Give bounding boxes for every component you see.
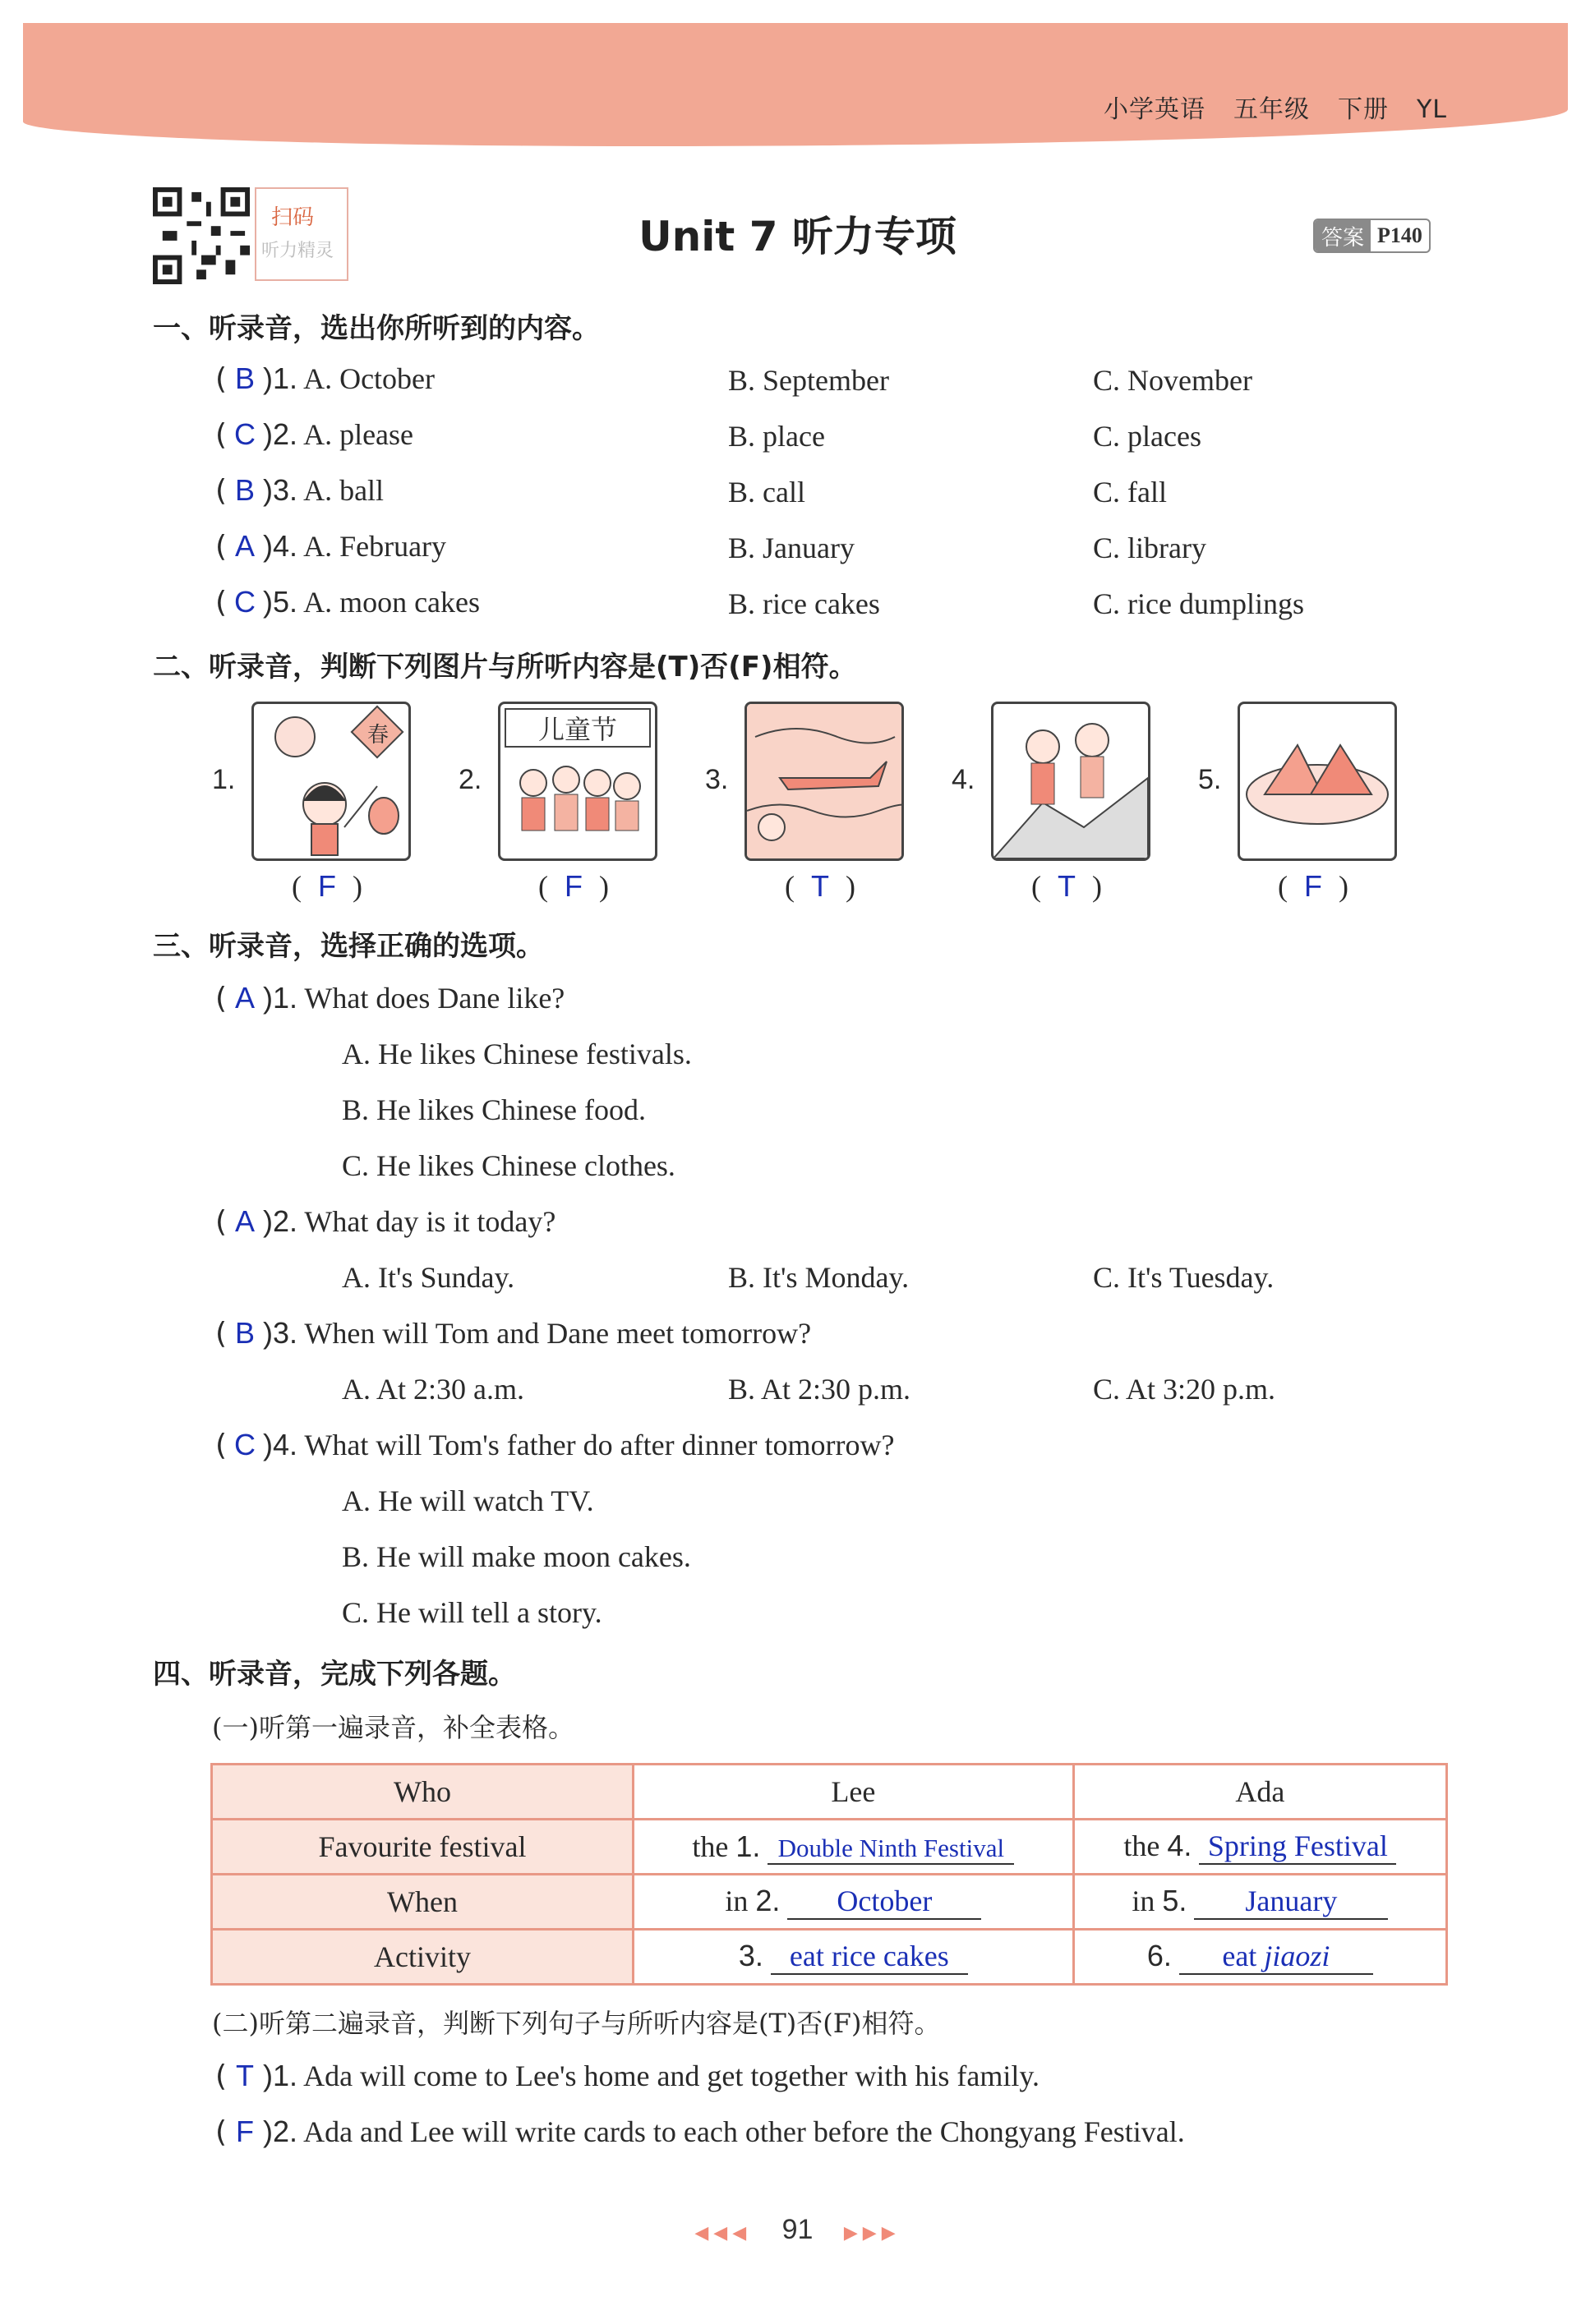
scan-label: 扫码 <box>271 205 315 230</box>
blank-1[interactable]: Double Ninth Festival <box>768 1834 1014 1865</box>
subject: 小学英语 <box>1103 95 1205 124</box>
s1-item-3: ( B )3. A. ball <box>215 473 385 508</box>
s1-item-4-b: B. January <box>728 532 855 564</box>
header-lee: Lee <box>634 1765 1074 1820</box>
childrens-day-sign: 儿童节 <box>537 714 618 745</box>
grade: 五年级 <box>1233 95 1310 124</box>
lee-festival-cell: the 1. Double Ninth Festival <box>634 1820 1074 1875</box>
chun-character: 春 <box>367 723 390 748</box>
header-info <box>1076 89 1447 125</box>
header-ada: Ada <box>1073 1765 1446 1820</box>
s3-q1-b: B. He likes Chinese food. <box>342 1093 646 1126</box>
s1-item-5-c: C. rice dumplings <box>1093 587 1304 620</box>
section1-title: 一、听录音，选出你所听到的内容。 <box>153 312 600 345</box>
s3-q3-a: A. At 2:30 a.m. <box>342 1373 524 1406</box>
header-band <box>23 23 1568 146</box>
ada-activity-cell: 6. eat jiaozi <box>1073 1930 1446 1985</box>
s3-q1-c: C. He likes Chinese clothes. <box>342 1149 675 1182</box>
s3-q3: ( B )3. When will Tom and Dane meet tomorrow? <box>215 1316 812 1351</box>
festival-table <box>210 1763 1448 1986</box>
page-number: 91 <box>781 2214 814 2245</box>
next-arrows-icon: ▶▶▶ <box>843 2222 901 2243</box>
s3-q3-b: B. At 2:30 p.m. <box>728 1373 911 1406</box>
table-row <box>212 1875 1447 1930</box>
s3-q1: ( A )1. What does Dane like? <box>215 981 565 1015</box>
section4-title: 四、听录音，完成下列各题。 <box>153 1658 516 1691</box>
picture-dragon-boat <box>744 702 904 861</box>
answer-label: 答案 <box>1315 220 1371 251</box>
page-footer <box>0 2214 1595 2246</box>
pic1-label: 1. <box>212 764 236 795</box>
blank-5[interactable]: January <box>1194 1884 1388 1920</box>
picture-lanterns <box>251 702 411 861</box>
pic5-label: 5. <box>1198 764 1222 795</box>
s1-item-2-c: C. places <box>1093 420 1201 453</box>
s1-item-1-c: C. November <box>1093 364 1252 397</box>
table-row <box>212 1820 1447 1875</box>
part2-item-1: ( T )1. Ada will come to Lee's home and get together with his family. <box>215 2059 1040 2093</box>
answer-reference <box>1313 219 1431 253</box>
s3-q2-a: A. It's Sunday. <box>342 1261 515 1294</box>
picture-childrens-day <box>498 702 657 861</box>
picture-mountain-climbing <box>991 702 1150 861</box>
s3-q4: ( C )4. What will Tom's father do after dinner tomorrow? <box>215 1428 895 1462</box>
s1-item-3-c: C. fall <box>1093 476 1167 509</box>
row-activity: Activity <box>212 1930 634 1985</box>
part2-title: (二)听第二遍录音，判断下列句子与所听内容是(T)否(F)相符。 <box>212 2008 941 2039</box>
s1-item-4: ( A )4. A. February <box>215 529 447 564</box>
s3-q2: ( A )2. What day is it today? <box>215 1204 556 1239</box>
blank-6[interactable]: eat jiaozi <box>1179 1939 1373 1975</box>
s1-item-1-b: B. September <box>728 364 889 397</box>
row-favourite-festival: Favourite festival <box>212 1820 634 1875</box>
header-who: Who <box>212 1765 634 1820</box>
s3-q2-c: C. It's Tuesday. <box>1093 1261 1275 1294</box>
pic4-label: 4. <box>952 764 975 795</box>
pic5-answer: ( F ) <box>1278 869 1348 903</box>
table-row <box>212 1930 1447 1985</box>
part1-title: (一)听第一遍录音，补全表格。 <box>212 1712 574 1743</box>
row-when: When <box>212 1875 634 1930</box>
s1-item-5: ( C )5. A. moon cakes <box>215 585 481 619</box>
pic3-answer: ( T ) <box>785 869 855 903</box>
s1-item-2: ( C )2. A. please <box>215 417 414 452</box>
lee-when-cell: in 2. October <box>634 1875 1074 1930</box>
blank-2[interactable]: October <box>787 1884 981 1920</box>
page-title: Unit 7 听力专项 <box>638 213 957 260</box>
part2-item-2: ( F )2. Ada and Lee will write cards to each other before the Chongyang Festival. <box>215 2115 1185 2149</box>
s1-item-5-b: B. rice cakes <box>728 587 880 620</box>
pic1-answer: ( F ) <box>292 869 362 903</box>
listening-label: 听力精灵 <box>261 241 334 261</box>
s1-item-3-b: B. call <box>728 476 805 509</box>
s3-q4-a: A. He will watch TV. <box>342 1484 594 1517</box>
s3-q4-c: C. He will tell a story. <box>342 1596 602 1629</box>
ada-festival-cell: the 4. Spring Festival <box>1073 1820 1446 1875</box>
s1-item-2-b: B. place <box>728 420 825 453</box>
pic3-label: 3. <box>705 764 729 795</box>
s3-q4-b: B. He will make moon cakes. <box>342 1540 691 1573</box>
volume: 下册 <box>1337 95 1389 124</box>
s3-q3-c: C. At 3:20 p.m. <box>1093 1373 1276 1406</box>
ada-when-cell: in 5. January <box>1073 1875 1446 1930</box>
pic2-answer: ( F ) <box>538 869 609 903</box>
pic4-answer: ( T ) <box>1031 869 1102 903</box>
blank-3[interactable]: eat rice cakes <box>771 1939 968 1975</box>
lee-activity-cell: 3. eat rice cakes <box>634 1930 1074 1985</box>
pic2-label: 2. <box>459 764 482 795</box>
s1-item-4-c: C. library <box>1093 532 1206 564</box>
blank-4[interactable]: Spring Festival <box>1199 1829 1396 1865</box>
edition: YL <box>1416 95 1447 124</box>
s3-q1-a: A. He likes Chinese festivals. <box>342 1038 692 1070</box>
s3-q2-b: B. It's Monday. <box>728 1261 910 1294</box>
table-row <box>212 1765 1447 1820</box>
section2-title: 二、听录音，判断下列图片与所听内容是(T)否(F)相符。 <box>153 651 857 683</box>
answer-page: P140 <box>1377 223 1422 247</box>
s1-item-1: ( B )1. A. October <box>215 361 436 396</box>
section3-title: 三、听录音，选择正确的选项。 <box>153 930 544 963</box>
picture-rice-dumplings <box>1238 702 1397 861</box>
prev-arrows-icon: ◀◀◀ <box>694 2222 752 2243</box>
